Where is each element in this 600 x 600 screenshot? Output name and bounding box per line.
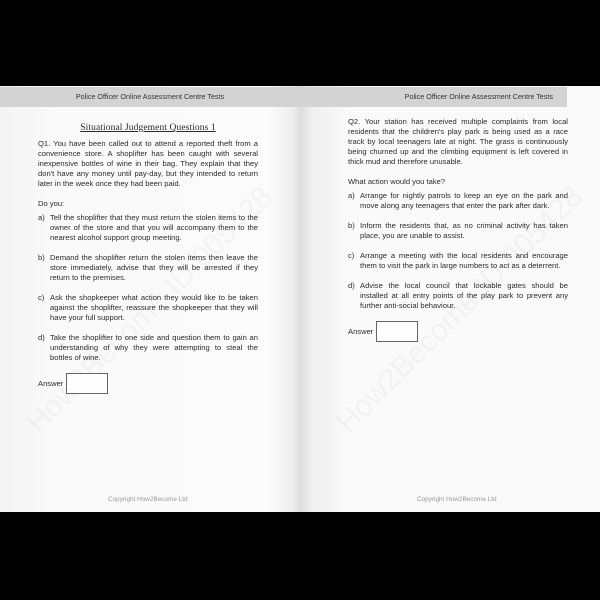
running-header <box>0 87 300 107</box>
running-header-text: Police Officer Online Assessment Centre Tests <box>404 92 553 101</box>
left-page <box>0 86 300 512</box>
option-letter: a) <box>38 213 45 222</box>
question-2 <box>348 117 568 342</box>
option-text: Advise the local council that lockable gates should be installed at all entry points of the play park to prevent any further anti-social behaviour. <box>360 281 568 310</box>
option-text: Arrange a meeting with the local residents and encourage them to visit the park in large numbers to act as a deterrent. <box>360 251 568 270</box>
answer-row <box>38 373 258 394</box>
option-text: Inform the residents that, as no criminal activity has taken place, you are unable to assist. <box>360 221 568 240</box>
answer-options <box>348 191 568 311</box>
option-d <box>348 281 568 311</box>
question-text: Q2. Your station has received multiple complaints from local residents that the children's play park is being used as a race track by local teenagers late at night. The grass is continuously being churned up and the climbing equipment is left covered in thick mud and therefore unusable. <box>348 117 568 166</box>
option-a <box>38 213 258 243</box>
option-text: Take the shoplifter to one side and question them to gain an understanding of why they were attempting to steal the bottles of wine. <box>50 333 258 362</box>
option-text: Demand the shoplifter return the stolen items then leave the store immediately, advise that they will be arrested if they return to the premises. <box>50 253 258 282</box>
section-title: Situational Judgement Questions 1 <box>80 123 216 133</box>
option-d <box>38 333 258 363</box>
option-letter: c) <box>348 251 355 260</box>
option-letter: a) <box>348 191 355 200</box>
page-footer: Copyright How2Become Ltd <box>417 496 497 503</box>
answer-box[interactable] <box>66 373 108 394</box>
answer-label: Answer <box>348 326 374 336</box>
answer-row <box>348 321 568 342</box>
running-header <box>300 87 567 107</box>
question-text: Q1. You have been called out to attend a reported theft from a convenience store. A shoplifter has been caught with several inexpensive bottles of wine in their bag. They explain that they don't have any money until pay-day, but they intended to return later in the week once they had been paid. <box>38 139 258 188</box>
option-text: Arrange for nightly patrols to keep an eye on the park and move along any teenagers that enter the park after dark. <box>360 191 568 210</box>
answer-box[interactable] <box>376 321 418 342</box>
option-text: Ask the shopkeeper what action they would like to be taken against the shoplifter, reassure the shopkeeper that they will have your full support. <box>50 293 258 322</box>
option-c <box>348 251 568 271</box>
option-b <box>38 253 258 283</box>
option-letter: d) <box>348 281 355 290</box>
question-1 <box>38 139 258 394</box>
option-a <box>348 191 568 211</box>
option-c <box>38 293 258 323</box>
answer-options <box>38 213 258 363</box>
running-header-text: Police Officer Online Assessment Centre Tests <box>75 92 225 101</box>
option-b <box>348 221 568 241</box>
option-letter: b) <box>38 253 45 262</box>
answer-label: Answer <box>38 378 64 388</box>
right-page <box>300 86 600 512</box>
option-letter: c) <box>38 293 45 302</box>
option-letter: d) <box>38 333 45 342</box>
page-footer: Copyright How2Become Ltd <box>108 496 188 503</box>
option-letter: b) <box>348 221 355 230</box>
question-prompt: What action would you take? <box>348 177 446 186</box>
question-prompt: Do you: <box>38 199 65 208</box>
book-spread <box>0 86 600 512</box>
option-text: Tell the shoplifter that they must return the stolen items to the owner of the store and that you will accompany them to the nearest alcohol support group meeting. <box>50 213 258 242</box>
